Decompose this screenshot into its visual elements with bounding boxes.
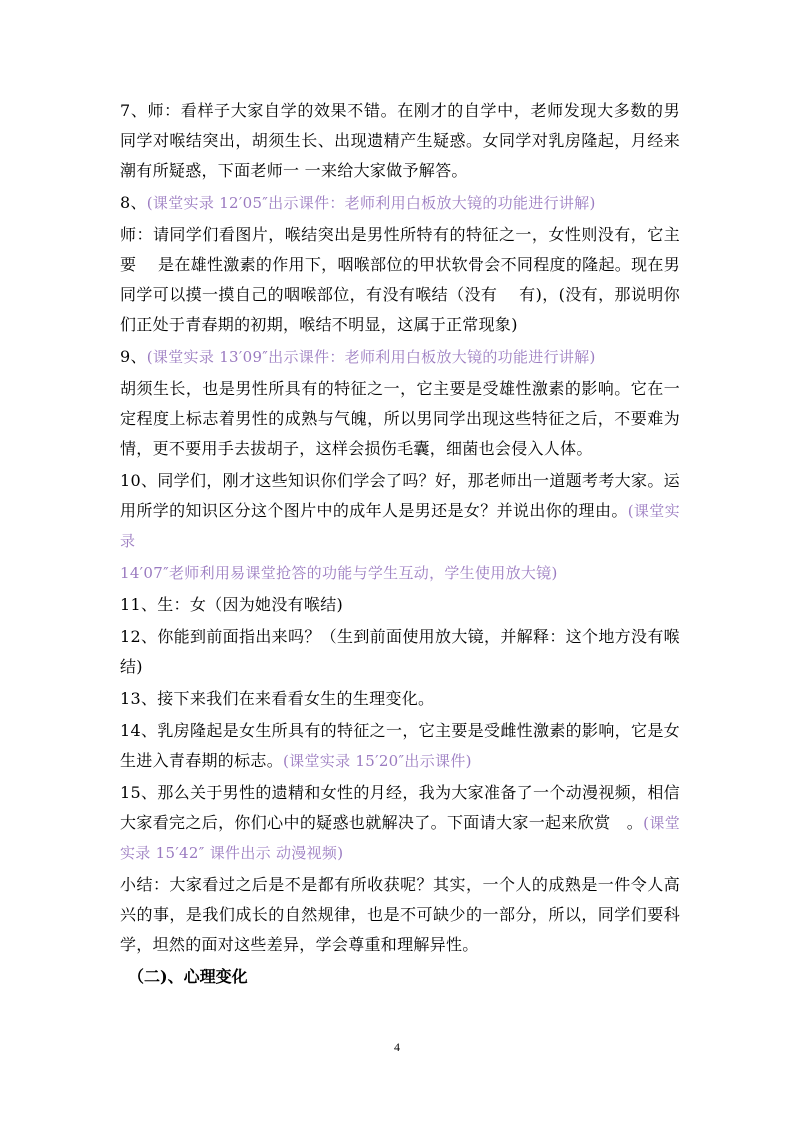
paragraph-text: 14、乳房隆起是女生所具有的特征之一，它主要是受雌性激素的影响，它是女生进入青春期的标志。 bbox=[120, 721, 680, 770]
paragraph-text: 13、接下来我们在来看看女生的生理变化。 bbox=[120, 689, 435, 708]
document-page bbox=[120, 96, 680, 992]
paragraph-14 bbox=[120, 716, 680, 776]
paragraph-text: 7、师：看样子大家自学的效果不错。在刚才的自学中，老师发现大多数的男同学对喉结突出，胡须生长、出现遗精产生疑惑。女同学对乳房隆起，月经来潮有所疑惑，下面老师一 一来给大家做予解答。 bbox=[120, 101, 680, 180]
classroom-note: (课堂实录 bbox=[120, 502, 680, 550]
classroom-note: (课堂实录 13′09″出示课件：老师利用白板放大镜的功能进行讲解) bbox=[146, 348, 596, 366]
section-heading: （二)、心理变化 bbox=[128, 967, 248, 986]
classroom-note: (课堂实录 15′42″ 课件出示 动漫视频) bbox=[120, 814, 680, 862]
paragraph-text: 9、 bbox=[120, 347, 147, 366]
paragraph-10 bbox=[120, 466, 680, 556]
paragraph-9 bbox=[120, 342, 680, 372]
paragraph-13 bbox=[120, 684, 680, 714]
paragraph-text: 11、生：女（因为她没有喉结) bbox=[120, 595, 344, 614]
paragraph-text: 小结：大家看过之后是不是都有所收获呢？其实，一个人的成熟是一件令人高兴的事，是我们成长的自然规律，也是不可缺少的一部分，所以，同学们要科学，坦然的面对这些差异，学会尊重和理解异性。 bbox=[120, 875, 680, 954]
paragraph-text: 15、那么关于男性的遗精和女性的月经，我为大家准备了一个动漫视频，相信大家看完之后，你们心中的疑惑也就解决了。下面请大家一起来欣赏 。 bbox=[120, 783, 680, 832]
page-number: 4 bbox=[394, 1040, 400, 1054]
classroom-note: (课堂实录 15′20″出示课件) bbox=[283, 752, 472, 770]
paragraph-summary bbox=[120, 870, 680, 960]
classroom-note: 14′07″老师利用易课堂抢答的功能与学生互动，学生使用放大镜) bbox=[120, 564, 558, 582]
paragraph-beard bbox=[120, 374, 680, 464]
paragraph-text: 胡须生长，也是男性所具有的特征之一，它主要是受雄性激素的影响。它在一定程度上标志着男性的成熟与气魄，所以男同学出现这些特征之后，不要难为情，更不要用手去拔胡子，这样会损伤毛囊，细菌也会侵入人体。 bbox=[120, 379, 680, 458]
paragraph-text: 8、 bbox=[120, 193, 147, 212]
paragraph-text: 12、你能到前面指出来吗？（生到前面使用放大镜，并解释：这个地方没有喉结) bbox=[120, 627, 680, 676]
paragraph-text: 师：请同学们看图片，喉结突出是男性所特有的特征之一，女性则没有，它主要 是在雄性激素的作用下，咽喉部位的甲状软骨会不同程度的隆起。现在男同学可以摸一摸自己的咽喉部位，有没有喉结（没有 有)，(没有，那说明你们正处于青春期的初期，喉结不明显，这属于正常现象) bbox=[120, 225, 680, 334]
paragraph-8 bbox=[120, 188, 680, 218]
paragraph-text: 10、同学们，刚才这些知识你们学会了吗？好，那老师出一道题考考大家。运用所学的知识区分这个图片中的成年人是男还是女？并说出你的理由。 bbox=[120, 471, 680, 520]
paragraph-12 bbox=[120, 622, 680, 682]
paragraph-7 bbox=[120, 96, 680, 186]
paragraph-11 bbox=[120, 590, 680, 620]
paragraph-10-note bbox=[120, 558, 680, 588]
paragraph-teacher-larynx bbox=[120, 220, 680, 340]
paragraph-15 bbox=[120, 778, 680, 868]
classroom-note: (课堂实录 12′05″出示课件：老师利用白板放大镜的功能进行讲解) bbox=[146, 194, 596, 212]
